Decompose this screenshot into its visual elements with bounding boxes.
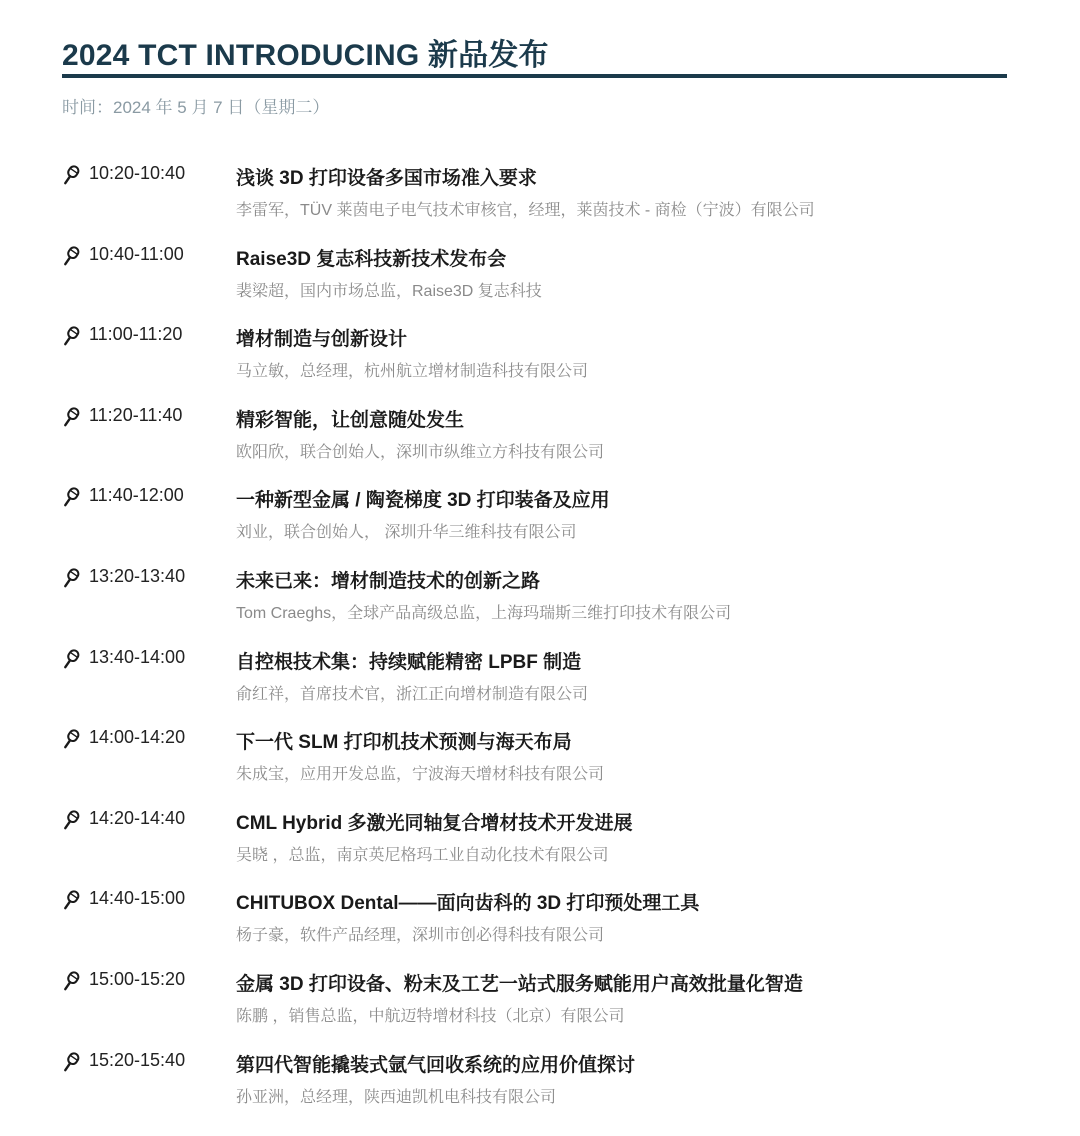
session-speaker: 陈鹏 ，销售总监，中航迈特增材科技（北京）有限公司 [236,1008,625,1025]
session-title: 增材制造与创新设计 [236,329,408,351]
microphone-icon [60,889,82,911]
session-time: 15:00-15:20 [89,969,186,989]
session-title: 未来已来：增材制造技术的创新之路 [236,571,541,592]
session-title: 第四代智能撬装式氩气回收系统的应用价值探讨 [236,1054,636,1076]
session-title: CHITUBOX Dental——面向齿科的 3D 打印预处理工具 [236,893,700,915]
session-time: 11:20-11:40 [89,404,183,425]
session-item [0,808,1080,880]
session-item [0,647,1080,719]
session-speaker: 俞红祥，首席技术官，浙江正向增材制造有限公司 [236,685,589,703]
session-time: 13:20-13:40 [89,566,186,586]
session-speaker: 李雷军，TÜV 莱茵电子电气技术审核官，经理，莱茵技术 - 商检（宁波）有限公司 [236,202,815,219]
session-speaker: 马立敏，总经理，杭州航立增材制造科技有限公司 [236,363,589,381]
session-speaker: 杨子豪，软件产品经理，深圳市创必得科技有限公司 [236,927,605,945]
session-time: 14:00-14:20 [89,727,186,748]
session-time: 15:20-15:40 [89,1049,186,1070]
session-item [0,969,1080,1041]
session-item [0,163,1080,235]
microphone-icon [60,648,82,670]
page-title: 2024 TCT INTRODUCING 新品发布 [62,39,549,72]
session-title: 金属 3D 打印设备、粉末及工艺一站式服务赋能用户高效批量化智造 [236,974,803,995]
session-time: 13:40-14:00 [89,646,186,667]
session-item [0,566,1080,638]
session-speaker: 刘业，联合创始人， 深圳升华三维科技有限公司 [236,524,577,542]
session-time: 10:40-11:00 [89,243,184,264]
microphone-icon [60,970,82,992]
session-speaker: 吴晓 ，总监，南京英尼格玛工业自动化技术有限公司 [236,846,609,864]
session-time: 10:20-10:40 [89,163,186,183]
session-item [0,324,1080,396]
microphone-icon [60,406,82,428]
session-speaker: 朱成宝，应用开发总监，宁波海天增材科技有限公司 [236,766,605,784]
microphone-icon [60,245,82,267]
session-time: 11:00-11:20 [89,324,183,345]
session-item [0,727,1080,799]
session-title: 自控根技术集：持续赋能精密 LPBF 制造 [236,651,582,673]
session-time: 11:40-12:00 [89,485,184,506]
microphone-icon [60,325,82,347]
session-title: Raise3D 复志科技新技术发布会 [236,248,507,270]
session-speaker: 欧阳欣，联合创始人，深圳市纵维立方科技有限公司 [236,443,605,461]
session-speaker: 孙亚洲，总经理，陕西迪凯机电科技有限公司 [236,1088,557,1106]
session-item [0,405,1080,477]
event-date: 时间：2024 年 5 月 7 日（星期二） [62,98,330,117]
session-title: 下一代 SLM 打印机技术预测与海天布局 [236,732,572,754]
session-title: 精彩智能，让创意随处发生 [236,409,465,431]
microphone-icon [60,728,82,750]
microphone-icon [60,164,82,186]
session-title: 一种新型金属 / 陶瓷梯度 3D 打印装备及应用 [236,490,610,512]
session-title: CML Hybrid 多激光同轴复合增材技术开发进展 [236,812,633,834]
session-title: 浅谈 3D 打印设备多国市场准入要求 [236,168,537,189]
session-item [0,244,1080,316]
microphone-icon [60,809,82,831]
microphone-icon [60,567,82,589]
session-item [0,1050,1080,1122]
microphone-icon [60,1051,82,1073]
session-time: 14:40-15:00 [89,888,186,909]
session-speaker: 裴梁超，国内市场总监，Raise3D 复志科技 [236,282,542,300]
microphone-icon [60,486,82,508]
session-time: 14:20-14:40 [89,807,186,828]
session-item [0,888,1080,960]
session-item [0,485,1080,557]
session-speaker: Tom Craeghs，全球产品高级总监，上海玛瑞斯三维打印技术有限公司 [236,605,732,622]
